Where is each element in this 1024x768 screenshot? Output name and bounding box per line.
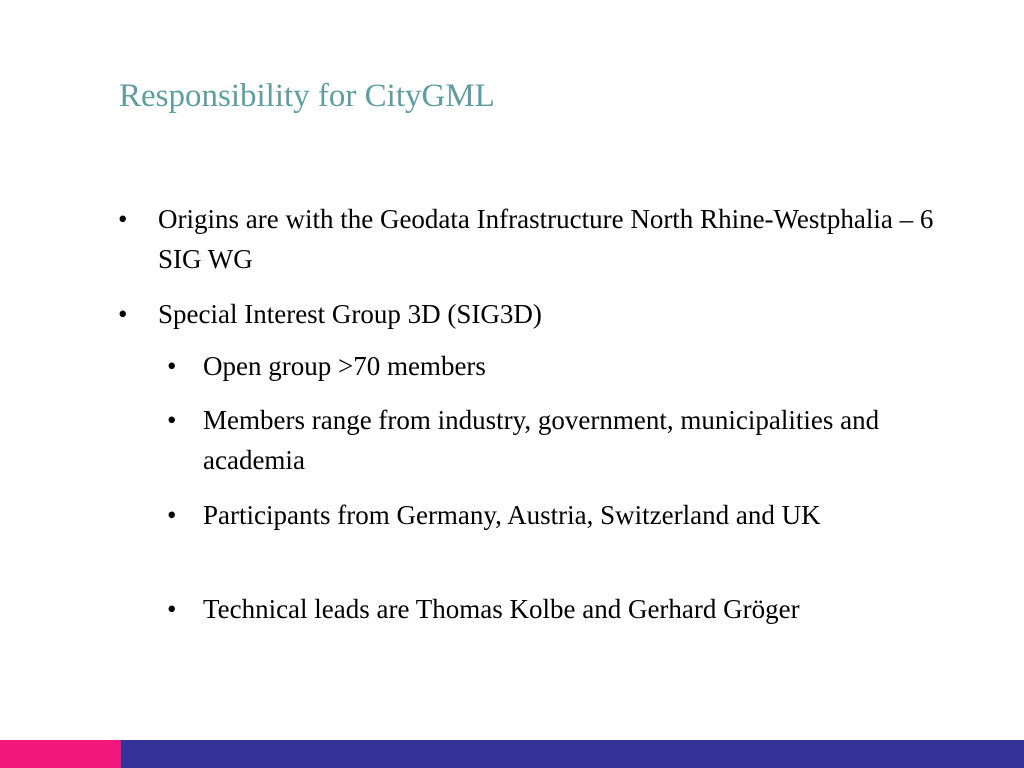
bullet-text: Technical leads are Thomas Kolbe and Gerhard Gröger [203, 594, 800, 624]
bullet-icon: • [167, 500, 177, 530]
footer-accent-bar [0, 740, 121, 768]
bullet-text: Members range from industry, government, municipalities and academia [203, 405, 880, 475]
bullet-icon: • [118, 204, 128, 234]
sub-bullet-item [167, 589, 963, 629]
bullet-icon: • [118, 299, 128, 329]
footer-bar [121, 740, 1024, 768]
bullet-text: Special Interest Group 3D (SIG3D) [158, 299, 542, 329]
bullet-icon: • [167, 351, 177, 381]
bullet-item [118, 199, 958, 279]
bullet-item [118, 294, 958, 334]
bullet-icon: • [167, 594, 177, 624]
bullet-text: Participants from Germany, Austria, Switzerland and UK [203, 500, 821, 530]
sub-bullet-item [167, 400, 963, 480]
slide-title: Responsibility for CityGML [119, 78, 495, 114]
sub-bullet-item [167, 346, 963, 386]
sub-bullet-item [167, 495, 963, 535]
bullet-text: Origins are with the Geodata Infrastructure North Rhine-Westphalia – 6 SIG WG [158, 204, 934, 274]
bullet-icon: • [167, 405, 177, 435]
bullet-text: Open group >70 members [203, 351, 486, 381]
